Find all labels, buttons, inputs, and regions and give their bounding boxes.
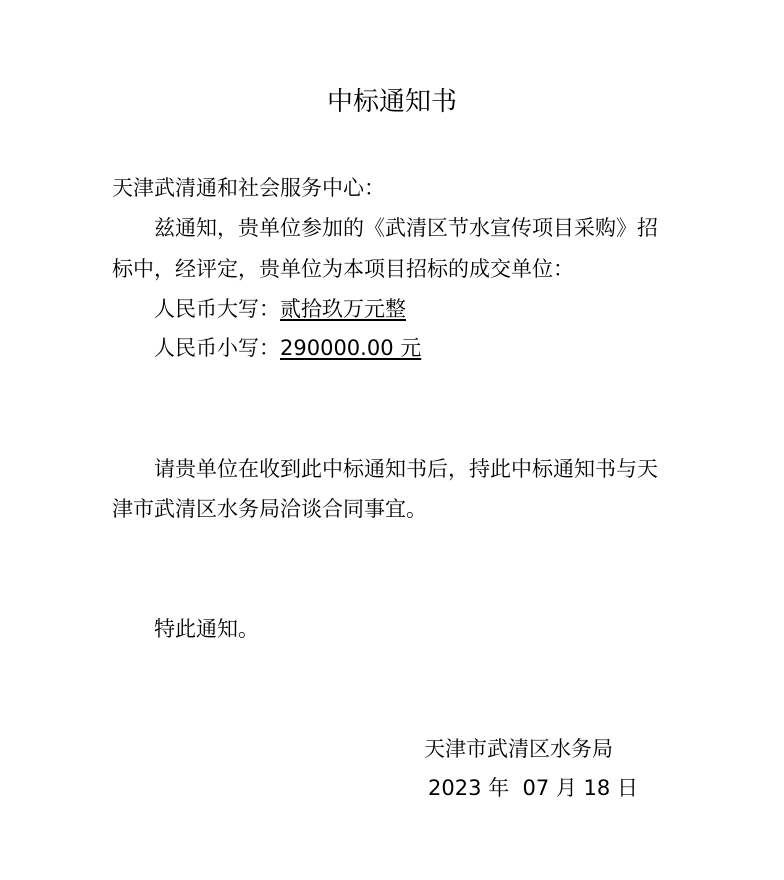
amount-upper-value: 贰拾玖万元整: [280, 297, 406, 321]
issue-date: 2023 年 07 月 18 日: [428, 776, 638, 800]
amount-upper-row: [154, 295, 714, 323]
closing-line: 特此通知。: [154, 617, 259, 641]
document-title: 中标通知书: [326, 87, 457, 117]
issuer-name: 天津市武清区水务局: [424, 737, 613, 761]
amount-lower-row: [154, 334, 714, 362]
amount-lower-label: 人民币小写：: [154, 336, 280, 360]
paragraph2-line2: 津市武清区水务局洽谈合同事宜。: [112, 497, 427, 521]
paragraph2-line1: 请贵单位在收到此中标通知书后，持此中标通知书与天: [154, 457, 658, 481]
amount-upper-label: 人民币大写：: [154, 297, 280, 321]
paragraph1-line1: 兹通知，贵单位参加的《武清区节水宣传项目采购》招: [154, 216, 658, 240]
recipient-line: 天津武清通和社会服务中心：: [112, 176, 385, 200]
paragraph1-line2: 标中，经评定，贵单位为本项目招标的成交单位：: [112, 257, 574, 281]
amount-lower-value: 290000.00 元: [280, 336, 422, 360]
